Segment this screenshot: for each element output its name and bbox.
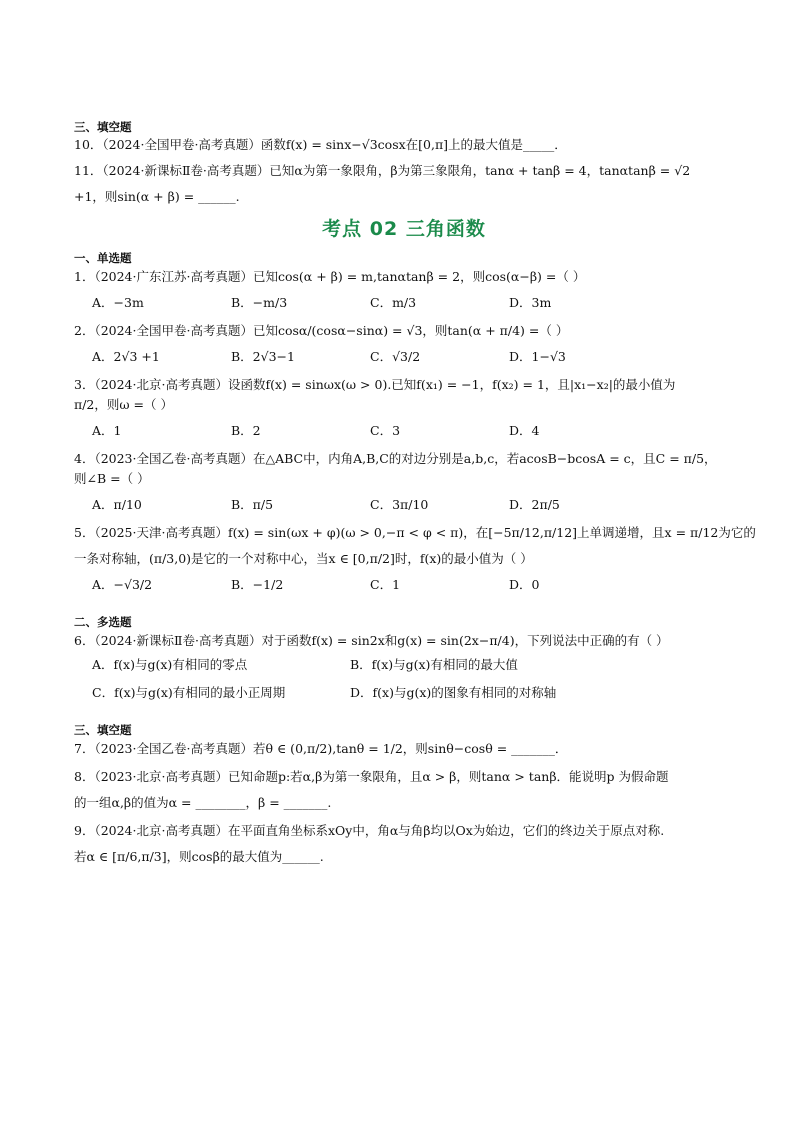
section-heading-multi: 二、多选题 [74, 615, 132, 629]
section-heading-fill-top: 三、填空题 [74, 120, 132, 134]
question-text-line-1: 4．（2023·全国乙卷·高考真题）在△ABC中，内角A,B,C的对边分别是a,b,c，若acosB−bcosA = c，且C = π/5， [74, 451, 717, 466]
question-6 [74, 631, 734, 703]
option-c: C．3 [370, 423, 401, 438]
options-grid [92, 655, 734, 703]
option-a: A．π/10 [92, 497, 142, 512]
question-1 [74, 267, 734, 313]
option-a: A．f(x)与g(x)有相同的零点 [92, 657, 248, 672]
option-c: C．f(x)与g(x)有相同的最小正周期 [92, 685, 286, 700]
options-row [92, 575, 734, 595]
topic-title: 考点 02 三角函数 [322, 218, 486, 240]
question-9-line-1: 9．（2024·北京·高考真题）在平面直角坐标系xOy中，角α与角β均以Ox为始边，它们的终边关于原点对称. [74, 823, 665, 838]
option-a: A．−√3/2 [92, 577, 153, 592]
option-b: B．2 [231, 423, 261, 438]
option-c: C．√3/2 [370, 349, 421, 364]
options-row [92, 421, 734, 441]
option-b: B．f(x)与g(x)有相同的最大值 [350, 657, 518, 672]
question-11-line-1: 11．（2024·新课标Ⅱ卷·高考真题）已知α为第一象限角，β为第三象限角，tanα + tanβ = 4，tanαtanβ = √2 [74, 163, 691, 178]
question-3 [74, 375, 734, 441]
option-d: D．4 [509, 423, 540, 438]
option-c: C．m/3 [370, 295, 417, 310]
question-8-line-2: 的一组α,β的值为α = ________，β = _______. [74, 795, 332, 810]
option-a: A．1 [92, 423, 122, 438]
section-heading-fill: 三、填空题 [74, 723, 132, 737]
question-10: 10．（2024·全国甲卷·高考真题）函数f(x) = sinx−√3cosx在[0,π]上的最大值是_____． [74, 137, 567, 152]
option-d: D．3m [509, 295, 552, 310]
option-d: D．2π/5 [509, 497, 560, 512]
question-text: 2．（2024·全国甲卷·高考真题）已知cosα/(cosα−sinα) = √3，则tan(α + π/4) =（ ） [74, 323, 569, 338]
option-d: D．0 [509, 577, 540, 592]
options-row [92, 347, 734, 367]
question-text-line-1: 5．（2025·天津·高考真题）f(x) = sin(ωx + φ)(ω > 0,−π < φ < π)，在[−5π/12,π/12]上单调递增，且x = π/12为它的 [74, 525, 756, 540]
option-b: B．2√3−1 [231, 349, 295, 364]
question-text-line-2: π/2，则ω =（ ） [74, 397, 173, 412]
option-a: A．−3m [92, 295, 144, 310]
question-7: 7．（2023·全国乙卷·高考真题）若θ ∈ (0,π/2),tanθ = 1/2，则sinθ−cosθ = _______． [74, 741, 568, 756]
question-5 [74, 523, 756, 595]
option-c: C．3π/10 [370, 497, 429, 512]
option-a: A．2√3 +1 [92, 349, 160, 364]
question-text: 1．（2024·广东江苏·高考真题）已知cos(α + β) = m,tanαtanβ = 2，则cos(α−β) =（ ） [74, 269, 586, 284]
option-c: C．1 [370, 577, 401, 592]
question-text-line-2: 一条对称轴，(π/3,0)是它的一个对称中心，当x ∈ [0,π/2]时，f(x)的最小值为（ ） [74, 551, 533, 566]
option-b: B．π/5 [231, 497, 274, 512]
option-b: B．−1/2 [231, 577, 284, 592]
option-d: D．1−√3 [509, 349, 566, 364]
question-text-line-2: 则∠B =（ ） [74, 471, 150, 486]
question-4 [74, 449, 734, 515]
question-9-line-2: 若α ∈ [π/6,π/3]，则cosβ的最大值为______. [74, 849, 324, 864]
document-page [74, 118, 756, 867]
question-8-line-1: 8．（2023·北京·高考真题）已知命题p:若α,β为第一象限角，且α > β，则tanα > tanβ．能说明p 为假命题 [74, 769, 669, 784]
options-row [92, 495, 734, 515]
question-text: 6．（2024·新课标Ⅱ卷·高考真题）对于函数f(x) = sin2x和g(x) = sin(2x−π/4)，下列说法中正确的有（ ） [74, 633, 669, 648]
section-heading-single: 一、单选题 [74, 251, 132, 265]
question-2 [74, 321, 734, 367]
question-11-line-2: +1，则sin(α + β) = ______. [74, 189, 240, 204]
option-b: B．−m/3 [231, 295, 288, 310]
option-d: D．f(x)与g(x)的图象有相同的对称轴 [350, 685, 557, 700]
question-text-line-1: 3．（2024·北京·高考真题）设函数f(x) = sinωx(ω > 0).已知f(x₁) = −1，f(x₂) = 1，且|x₁−x₂|的最小值为 [74, 377, 676, 392]
options-row [92, 293, 734, 313]
